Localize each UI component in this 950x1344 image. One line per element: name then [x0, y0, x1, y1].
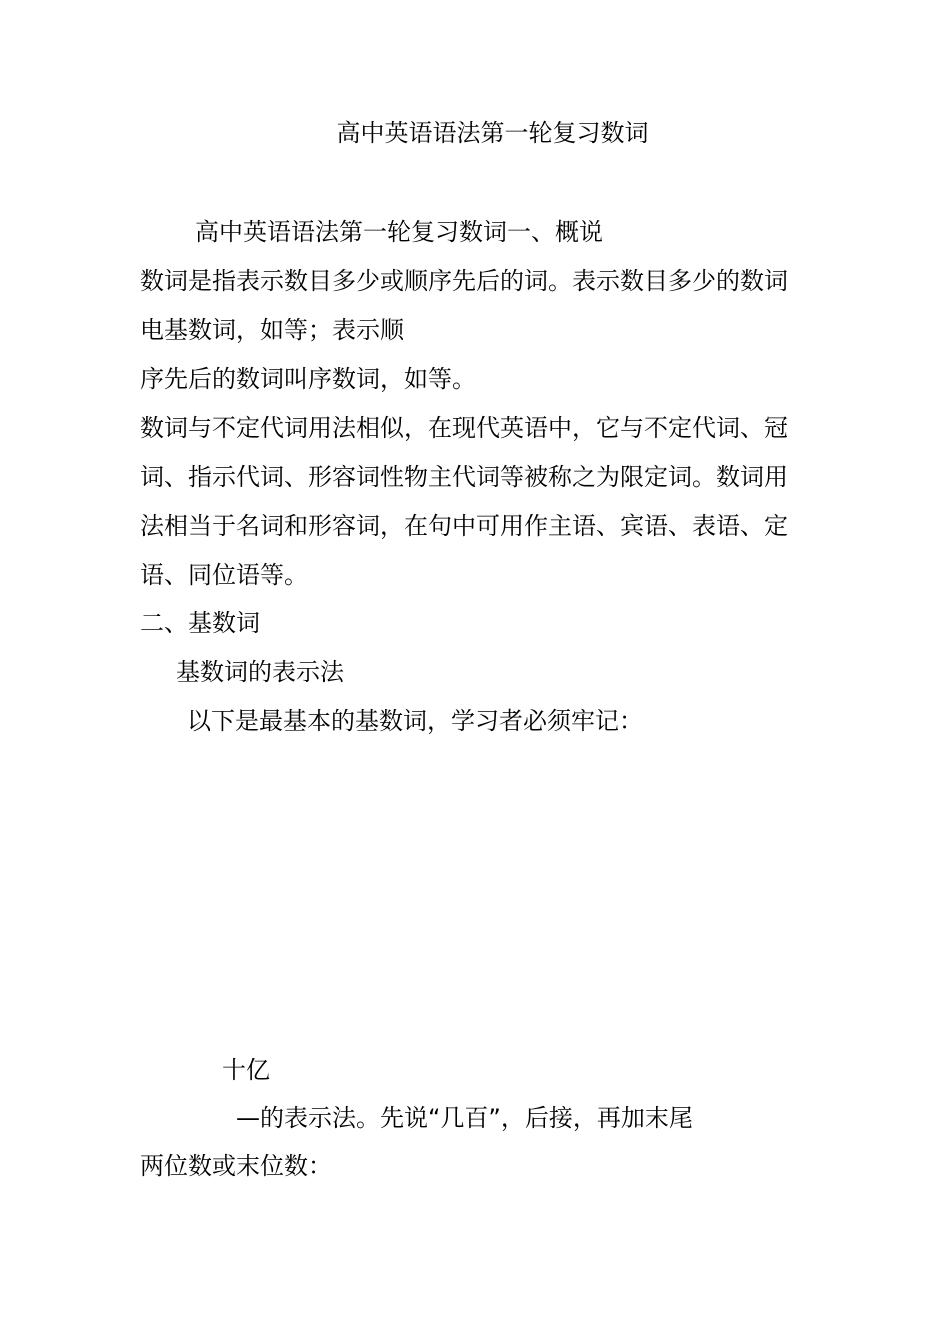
- paragraph-line: —的表示法。先说“几百”，后接，再加末尾: [236, 1104, 693, 1132]
- paragraph-line: 词、指示代词、形容词性物主代词等被称之为限定词。数词用: [140, 463, 788, 491]
- intro-heading: 高中英语语法第一轮复习数词一、概说: [195, 218, 603, 246]
- paragraph-line: 数词是指表示数目多少或顺序先后的词。表示数目多少的数词: [140, 267, 788, 295]
- paragraph-line: 电基数词，如等；表示顺: [140, 316, 404, 344]
- paragraph-line: 序先后的数词叫序数词，如等。: [140, 365, 476, 393]
- paragraph-line: 数词与不定代词用法相似，在现代英语中，它与不定代词、冠: [140, 414, 788, 442]
- paragraph-line: 以下是最基本的基数词，学习者必须牢记：: [187, 707, 643, 735]
- section-heading: 二、基数词: [140, 609, 260, 637]
- paragraph-line: 法相当于名词和形容词，在句中可用作主语、宾语、表语、定: [140, 512, 788, 540]
- document-title: 高中英语语法第一轮复习数词: [336, 119, 649, 147]
- paragraph-line: 语、同位语等。: [140, 561, 308, 589]
- billion-label: 十亿: [222, 1056, 270, 1084]
- subsection-heading: 基数词的表示法: [176, 658, 344, 686]
- paragraph-line: 两位数或末位数：: [140, 1152, 332, 1180]
